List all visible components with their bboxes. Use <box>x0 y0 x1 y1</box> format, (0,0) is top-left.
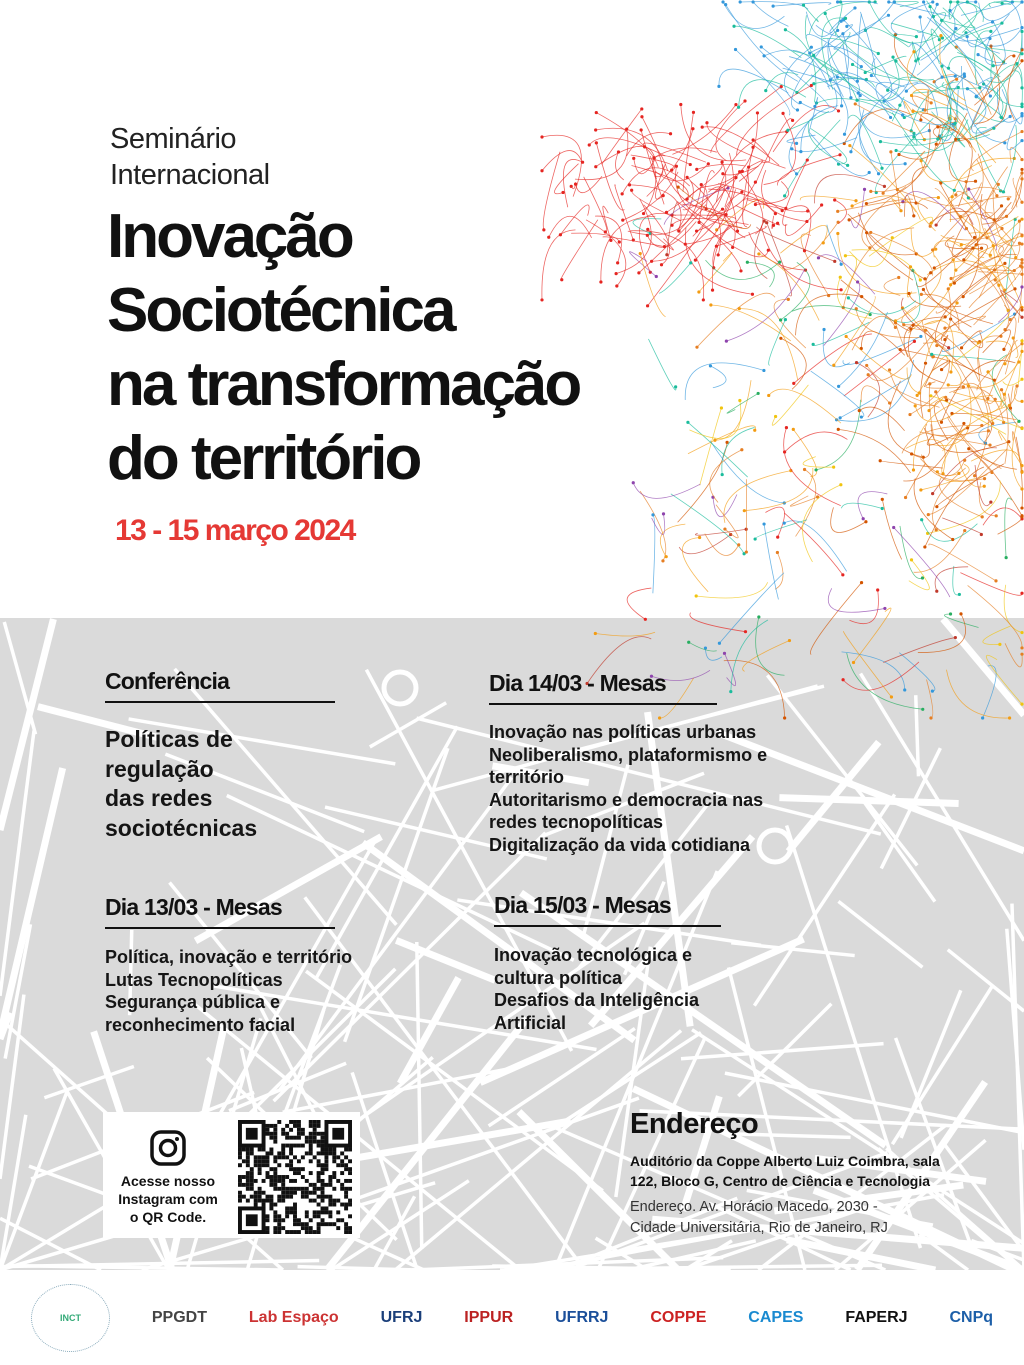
logo-capes <box>748 1309 803 1327</box>
title-line: Sociotécnica <box>107 276 454 345</box>
list-item: Inovação tecnológica e <box>494 945 693 965</box>
day15-list <box>494 944 794 1034</box>
logo-ippur <box>464 1309 513 1327</box>
title-line: na transformação <box>107 350 580 419</box>
page-title <box>107 200 579 496</box>
line: Políticas de <box>105 726 233 752</box>
logo-text: INCT <box>31 1284 110 1352</box>
section-heading: Conferência <box>105 668 335 703</box>
logo-lab-espaço <box>249 1309 339 1327</box>
subtitle-internacional: Internacional <box>110 159 270 191</box>
day13-list <box>105 946 405 1036</box>
logo-text: CNPq <box>949 1308 994 1326</box>
address-heading: Endereço <box>630 1108 759 1140</box>
line: Instagram com <box>118 1191 218 1207</box>
day14-list <box>489 721 809 856</box>
list-item: redes tecnopolíticas <box>489 812 664 832</box>
logo-coppe <box>650 1309 706 1327</box>
list-item: Desafios da Inteligência <box>494 990 700 1010</box>
logo-text: UFRJ <box>380 1308 423 1326</box>
section-heading: Dia 15/03 - Mesas <box>494 892 721 927</box>
title-line: Inovação <box>107 202 352 271</box>
day13-section <box>105 894 353 1036</box>
title-line: do território <box>107 424 420 493</box>
logo-text: UFRRJ <box>555 1308 609 1326</box>
list-item: Política, inovação e território <box>105 947 353 967</box>
section-heading: Dia 14/03 - Mesas <box>489 670 717 705</box>
line: Acesse nosso <box>120 1173 216 1189</box>
line: Cidade Universitária, Rio de Janeiro, RJ <box>630 1220 888 1236</box>
logo-text: COPPE <box>650 1308 707 1326</box>
logo-text: FAPERJ <box>845 1308 908 1326</box>
list-item: Digitalização da vida cotidiana <box>489 834 751 855</box>
line: o QR Code. <box>129 1209 207 1225</box>
line: Auditório da Coppe Alberto Luiz Coimbra, sala <box>630 1153 940 1169</box>
event-date: 13 - 15 março 2024 <box>115 514 355 547</box>
list-item: reconhecimento facial <box>105 1014 296 1035</box>
day14-section <box>489 670 768 856</box>
line: Endereço. Av. Horácio Macedo, 2030 - <box>630 1199 878 1215</box>
logo-text: Lab Espaço <box>248 1308 339 1326</box>
instagram-caption <box>109 1172 227 1226</box>
conference-section <box>105 668 335 843</box>
list-item: Segurança pública e <box>105 992 281 1012</box>
qr-code[interactable] <box>238 1120 352 1234</box>
list-item: Lutas Tecnopolíticas <box>105 969 283 990</box>
logo-text: PPGDT <box>151 1308 207 1326</box>
logo-faperj <box>845 1309 907 1327</box>
list-item: cultura política <box>494 967 623 988</box>
subtitle-seminario: Seminário <box>110 123 237 155</box>
list-item: Neoliberalismo, plataformismo e <box>489 744 768 765</box>
list-item: Autoritarismo e democracia nas <box>489 789 764 810</box>
conference-title <box>105 725 335 843</box>
street-address <box>630 1197 888 1239</box>
network-artwork <box>540 0 1024 720</box>
day15-section <box>494 892 721 1034</box>
logo-ppgdt <box>152 1309 207 1327</box>
sponsor-logos <box>0 1270 1024 1365</box>
list-item: Inovação nas políticas urbanas <box>489 722 757 742</box>
line: 122, Bloco G, Centro de Ciência e Tecnologia <box>630 1173 931 1189</box>
logo-inct <box>31 1284 110 1352</box>
logo-text: IPPUR <box>464 1308 514 1326</box>
venue-text <box>630 1151 940 1191</box>
section-heading: Dia 13/03 - Mesas <box>105 894 335 929</box>
logo-ufrrj <box>555 1309 608 1327</box>
logo-text: CAPES <box>748 1308 804 1326</box>
logo-cnpq <box>949 1309 993 1327</box>
line: das redes <box>105 785 213 811</box>
list-item: Artificial <box>494 1012 567 1033</box>
instagram-qr-card <box>103 1112 360 1238</box>
line: regulação <box>105 755 214 782</box>
logo-ufrj <box>381 1309 423 1327</box>
list-item: território <box>489 767 565 787</box>
instagram-icon <box>150 1130 186 1166</box>
line: sociotécnicas <box>105 814 258 841</box>
